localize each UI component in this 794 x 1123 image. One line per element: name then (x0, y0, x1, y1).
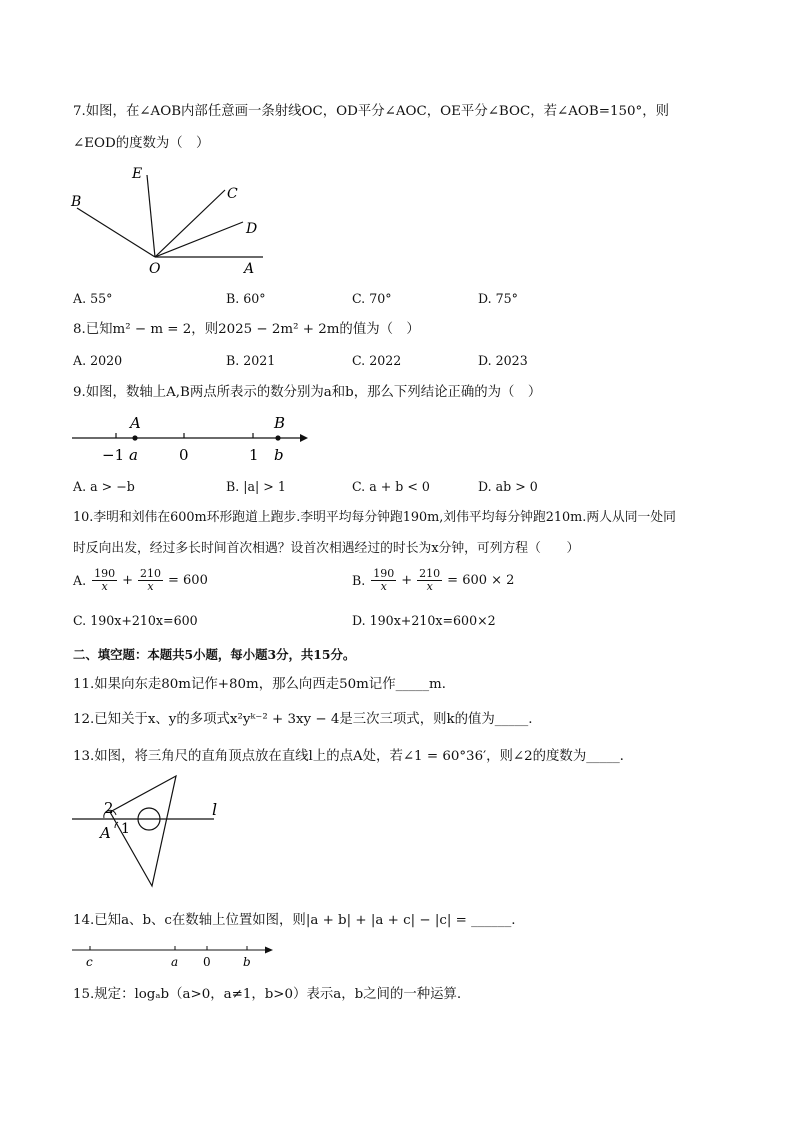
q10-text-line1: 10.李明和刘伟在600m环形跑道上跑步.李明平均每分钟跑190m,刘伟平均每分钟跑210m.两人从同一处同 (73, 510, 676, 525)
q8-text: 8.已知m² − m = 2，则2025 − 2m² + 2m的值为（ ） (73, 322, 420, 337)
ray-ob (77, 208, 155, 257)
label-point-a: A (100, 824, 111, 842)
fraction-190-over-x (371, 568, 396, 593)
q9-option-a: A. a > −b (73, 479, 135, 494)
rhs: = 600 × 2 (447, 572, 515, 588)
ray-oe (147, 175, 155, 257)
numerator: 190 (94, 567, 116, 580)
label-e: E (132, 166, 143, 182)
label-neg1: −1 (102, 446, 125, 464)
q15-text: 15.规定：logₐb（a>0，a≠1，b>0）表示a，b之间的一种运算. (73, 987, 462, 1002)
q10-option-d: D. 190x+210x=600×2 (352, 613, 496, 628)
label-o: O (149, 261, 161, 277)
label-a: a (171, 955, 179, 969)
q10-option-c: C. 190x+210x=600 (73, 613, 198, 628)
plus-sign: + (401, 572, 413, 588)
q11-text: 11.如果向东走80m记作+80m，那么向西走50m记作_____m． (73, 677, 456, 692)
point-b (275, 435, 280, 440)
point-a (132, 435, 137, 440)
fraction-210-over-x (138, 568, 163, 593)
numerator: 210 (140, 567, 162, 580)
q7-angle-figure (65, 160, 275, 280)
q10-option-b-prefix: B. (352, 572, 366, 588)
fraction-210-over-x (417, 568, 442, 593)
q7-text-line2: ∠EOD的度数为（ ） (73, 136, 210, 151)
q7-option-b: B. 60° (226, 291, 266, 306)
q8-option-d: D. 2023 (478, 353, 528, 368)
denominator: x (147, 580, 154, 593)
q7-option-c: C. 70° (352, 291, 392, 306)
set-square-triangle (110, 776, 176, 886)
label-zero: 0 (203, 955, 211, 969)
label-b-lower: b (274, 446, 284, 464)
label-d: D (246, 221, 258, 237)
numerator: 190 (373, 567, 395, 580)
q9-number-line (68, 410, 318, 470)
q8-option-a: A. 2020 (73, 353, 123, 368)
plus-sign: + (122, 572, 134, 588)
label-c: C (227, 186, 238, 202)
label-one: 1 (249, 446, 259, 464)
q10-option-b (352, 568, 517, 593)
ray-od (155, 222, 243, 257)
label-c: c (86, 955, 93, 969)
label-a-lower: a (129, 446, 138, 464)
q7-option-a: A. 55° (73, 291, 113, 306)
q10-option-a (73, 568, 211, 593)
q10-option-a-prefix: A. (73, 572, 87, 588)
numerator: 210 (419, 567, 441, 580)
fraction-190-over-x (92, 568, 117, 593)
q7-option-d: D. 75° (478, 291, 518, 306)
label-b: B (71, 194, 82, 210)
q9-text: 9.如图，数轴上A,B两点所表示的数分别为a和b，那么下列结论正确的为（ ） (73, 385, 542, 400)
denominator: x (380, 580, 387, 593)
q9-option-d: D. ab > 0 (478, 479, 538, 494)
q8-option-b: B. 2021 (226, 353, 276, 368)
rhs: = 600 (168, 572, 208, 588)
label-line-l: l (212, 800, 218, 819)
q9-option-b: B. |a| > 1 (226, 479, 286, 494)
label-b-upper: B (274, 414, 286, 432)
q14-text: 14.已知a、b、c在数轴上位置如图，则|a + b| + |a + c| − |c| = ______. (73, 913, 516, 928)
axis-arrow-icon (300, 434, 308, 442)
q13-triangle-figure (68, 772, 228, 892)
q13-text: 13.如图，将三角尺的直角顶点放在直线l上的点A处，若∠1 = 60°36′，则∠2的度数为_____. (73, 749, 624, 764)
q7-text-line1: 7.如图，在∠AOB内部任意画一条射线OC，OD平分∠AOC，OE平分∠BOC，若∠AOB=150°，则 (73, 104, 669, 119)
label-angle-1: 1 (121, 821, 130, 837)
denominator: x (426, 580, 433, 593)
denominator: x (101, 580, 108, 593)
label-a: A (244, 261, 255, 277)
ray-oc (155, 190, 225, 257)
label-a-upper: A (130, 414, 141, 432)
q14-number-line (68, 938, 280, 974)
label-zero: 0 (179, 446, 189, 464)
q9-option-c: C. a + b < 0 (352, 479, 430, 494)
section-2-heading: 二、填空题：本题共5小题，每小题3分，共15分。 (73, 647, 356, 662)
axis-arrow-icon (265, 947, 273, 954)
label-b: b (243, 955, 251, 969)
q10-text-line2: 时反向出发，经过多长时间首次相遇？设首次相遇经过的时长为x分钟，可列方程（ ） (73, 541, 580, 556)
q8-option-c: C. 2022 (352, 353, 402, 368)
q12-text: 12.已知关于x、y的多项式x²yᵏ⁻² + 3xy − 4是三次三项式，则k的值为_____. (73, 712, 533, 727)
label-angle-2: 2 (104, 799, 114, 817)
